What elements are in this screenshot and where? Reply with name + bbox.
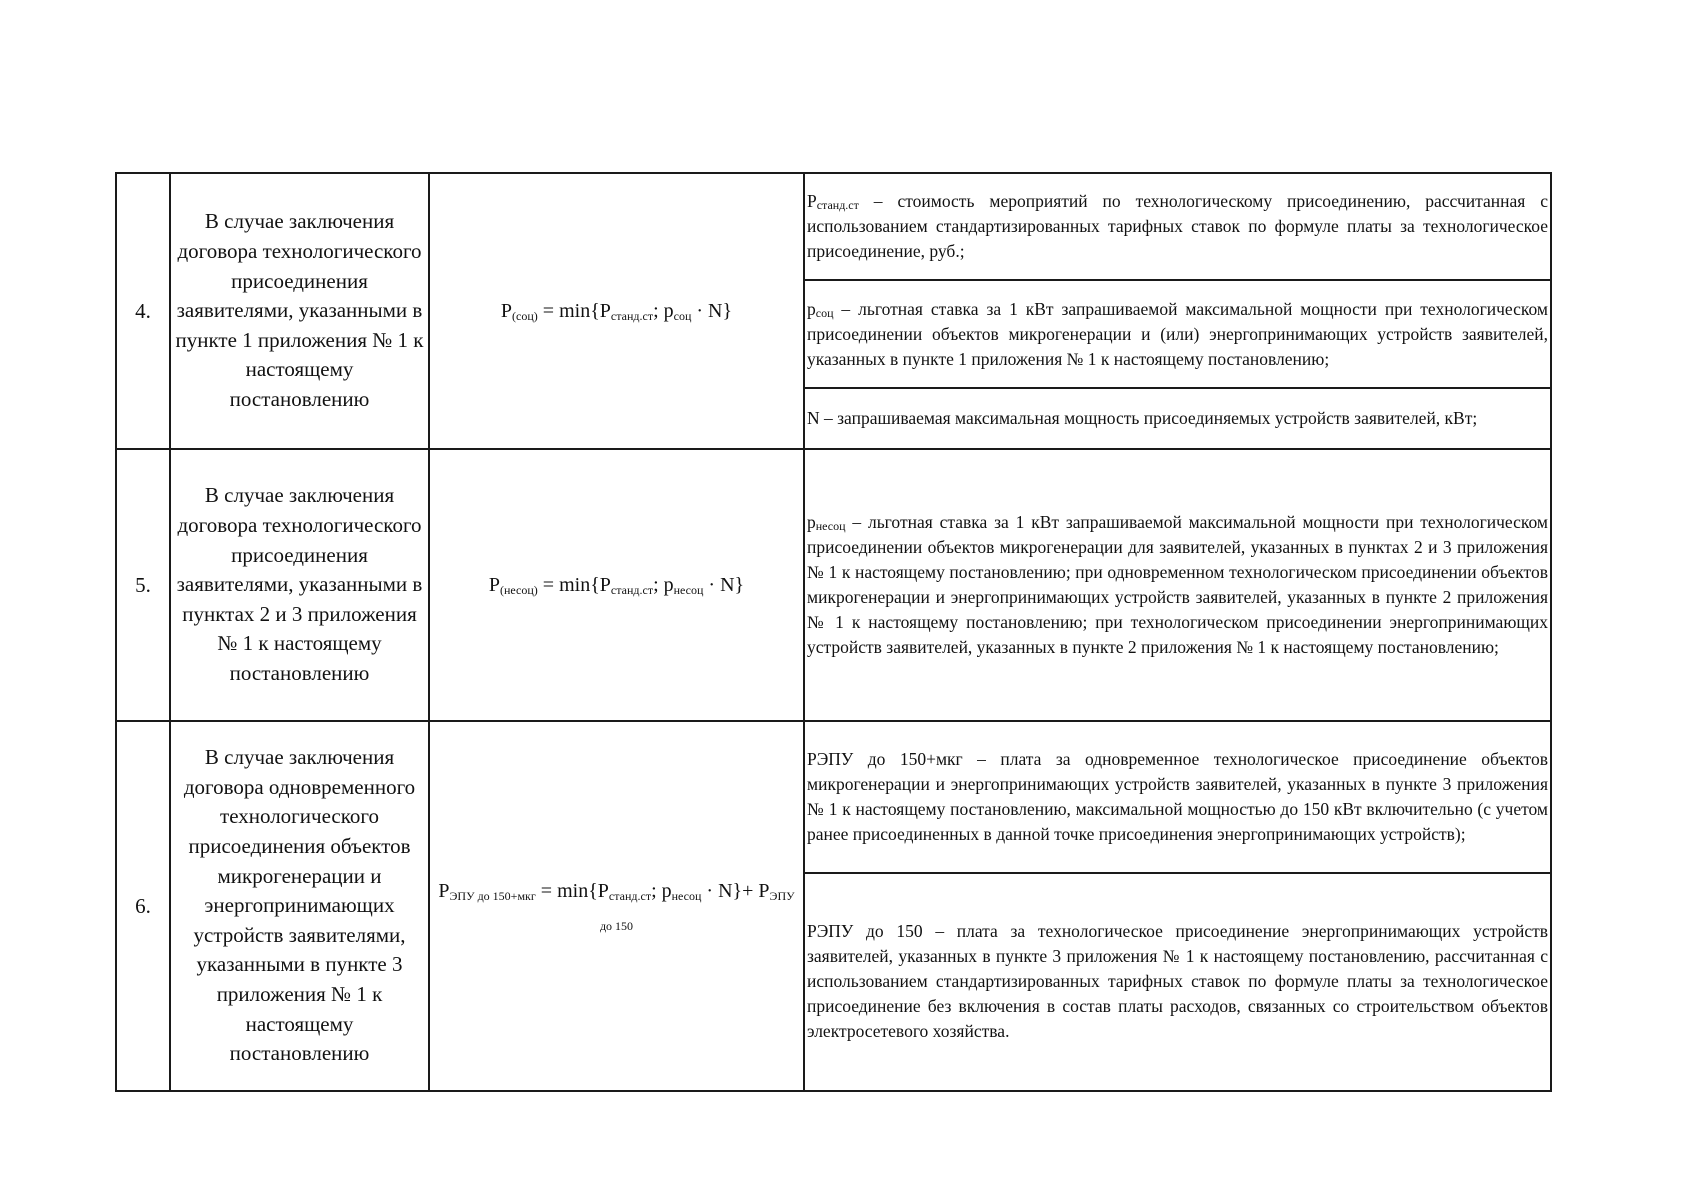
description-item xyxy=(805,510,1550,660)
description-symbol: N xyxy=(807,408,820,428)
description-item xyxy=(805,722,1550,872)
formula-text: = min{P xyxy=(535,880,609,902)
row-descriptions xyxy=(804,721,1551,1091)
table-row xyxy=(116,721,1551,1091)
description-symbol: p xyxy=(807,512,816,532)
description-text: – запрашиваемая максимальная мощность присоединяемых устройств заявителей, кВт; xyxy=(819,408,1478,428)
formula-text: · N}+ P xyxy=(701,880,770,902)
description-symbol-subscript: станд.ст xyxy=(816,198,859,212)
formula-symbol: P xyxy=(500,300,513,322)
row-formula xyxy=(429,173,804,449)
formula-subscript: несоц xyxy=(673,583,704,597)
description-symbol: p xyxy=(807,298,816,319)
formula-subscript: станд.ст xyxy=(608,889,652,903)
description-item xyxy=(805,174,1550,279)
formula-text: = min{P xyxy=(537,574,611,596)
description-text: – стоимость мероприятий по технологическому присоединению, рассчитанная с использованием стандартизированных тарифных ставок по формуле платы за технологическое присоединение, руб.; xyxy=(807,191,1548,261)
formula-text: ; p xyxy=(653,574,674,596)
formula-symbol: P xyxy=(488,574,500,596)
formula-subscript: ЭПУ до 150+мкг xyxy=(449,889,536,903)
description-symbol-subscript: несоц xyxy=(815,519,846,533)
tariff-formula-table xyxy=(115,172,1552,1092)
formula-subscript: ЭПУ до 150 xyxy=(599,889,795,933)
description-text: РЭПУ до 150 – плата за технологическое присоединение энергопринимающих устройств заявителей, указанных в пункте 3 приложения № 1 к настоящему постановлению, рассчитанная с использованием стандартизированных тарифных ставок по формуле платы за технологическое присоединение без включения в состав платы расходов, связанных со строительством объектов электросетевого хозяйства. xyxy=(807,920,1548,1041)
description-item xyxy=(805,279,1550,387)
formula-text: · N} xyxy=(703,574,745,596)
formula-text: ; p xyxy=(651,880,672,902)
description-symbol: P xyxy=(807,191,817,211)
description-text: – льготная ставка за 1 кВт запрашиваемой максимальной мощности при технологическом присоединении объектов микрогенерации для заявителей, указанных в пунктах 2 и 3 приложения № 1 к настоящему постановлению; при одновременном технологическом присоединении объектов микрогенерации и энергопринимающих устройств заявителей, указанных в пункте 2 приложения № 1 к настоящему постановлению; при технологическом присоединении энергопринимающих устройств заявителей, указанных в пункте 2 приложения № 1 к настоящему постановлению; xyxy=(807,512,1548,657)
description-item xyxy=(805,872,1550,1088)
row-descriptions xyxy=(804,173,1551,449)
row-descriptions xyxy=(804,449,1551,721)
description-text: РЭПУ до 150+мкг – плата за одновременное технологическое присоединение объектов микрогенерации и энергопринимающих устройств заявителей, указанных в пункте 3 приложения № 1 к настоящему постановлению, максимальной мощностью до 150 кВт включительно (с учетом ранее присоединенных в данной точке присоединения энергопринимающих устройств); xyxy=(807,749,1548,844)
row-number: 6. xyxy=(116,721,170,1091)
formula-text: · N} xyxy=(691,300,733,322)
row-condition: В случае заключения договора одновременного технологического присоединения объектов микрогенерации и энергопринимающих устройств заявителями, указанными в пункте 3 приложения № 1 к настоящему постановлению xyxy=(170,721,429,1091)
row-number: 4. xyxy=(116,173,170,449)
formula-subscript: соц xyxy=(673,309,692,323)
row-formula xyxy=(429,449,804,721)
row-condition: В случае заключения договора технологического присоединения заявителями, указанными в пунктах 2 и 3 приложения № 1 к настоящему постановлению xyxy=(170,449,429,721)
formula-text: = min{P xyxy=(537,300,611,322)
row-formula xyxy=(429,721,804,1091)
table-row xyxy=(116,173,1551,449)
formula-subscript: (несоц) xyxy=(500,583,538,597)
formula-subscript: (соц) xyxy=(512,309,538,323)
table-row xyxy=(116,449,1551,721)
formula-subscript: несоц xyxy=(671,889,702,903)
description-item xyxy=(805,387,1550,448)
formula-subscript: станд.ст xyxy=(610,583,654,597)
description-text: – льготная ставка за 1 кВт запрашиваемой максимальной мощности при технологическом присоединении объектов микрогенерации и (или) энергопринимающих устройств заявителей, указанных в пункте 1 приложения № 1 к настоящему постановлению; xyxy=(807,298,1548,369)
row-number: 5. xyxy=(116,449,170,721)
description-symbol-subscript: соц xyxy=(815,305,834,320)
formula-text: ; p xyxy=(653,300,674,322)
formula-subscript: станд.ст xyxy=(610,309,654,323)
formula-symbol: P xyxy=(438,880,450,902)
row-condition: В случае заключения договора технологического присоединения заявителями, указанными в пункте 1 приложения № 1 к настоящему постановлению xyxy=(170,173,429,449)
